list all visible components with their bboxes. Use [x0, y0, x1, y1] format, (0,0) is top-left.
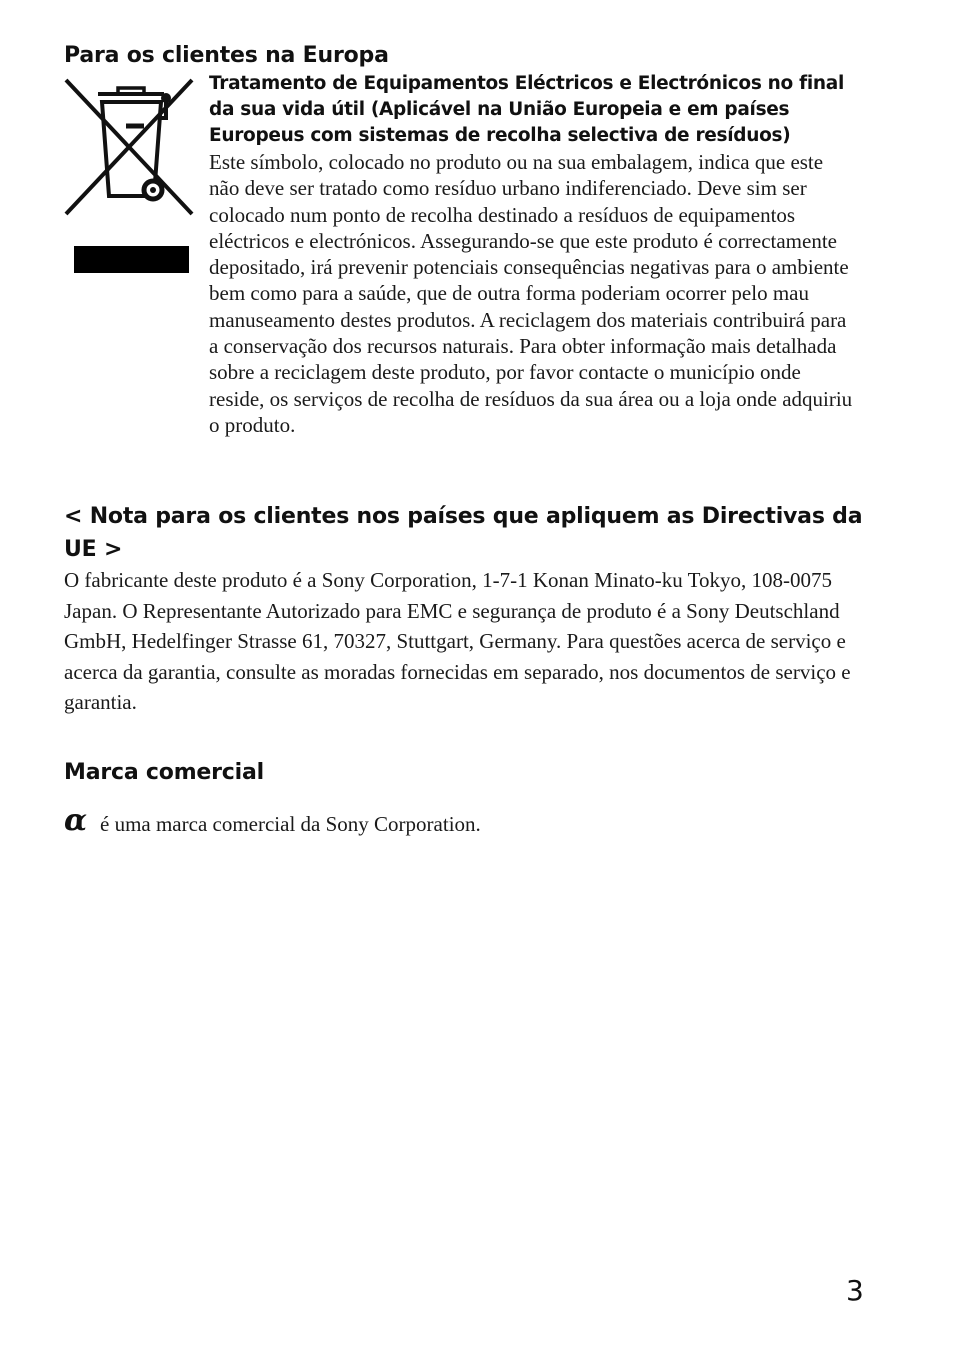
trademark-line	[64, 805, 864, 841]
section-title-eu-note: < Nota para os clientes nos países que apliquem as Directivas da UE >	[64, 504, 863, 562]
page-number: 3	[846, 1274, 864, 1307]
alpha-logo-icon: α	[64, 803, 88, 838]
section-subtitle-weee: Tratamento de Equipamentos Eléctricos e Electrónicos no final da sua vida útil (Aplicável na União Europeia e em países Europeus com sistemas de recolha selectiva de resíduos)	[209, 73, 844, 146]
crossed-out-wheelie-bin-icon	[62, 74, 196, 278]
section-title-europe: Para os clientes na Europa	[64, 43, 389, 68]
trademark-text: é uma marca comercial da Sony Corporation.	[100, 812, 481, 836]
section-title-trademark: Marca comercial	[64, 760, 264, 785]
section-body-europe: Este símbolo, colocado no produto ou na sua embalagem, indica que este não deve ser tratado como resíduo urbano indiferenciado. Deve sim ser colocado num ponto de recolha destinado a resíduos de equipamentos eléctricos e electrónicos. Assegurando-se que este produto é correctamente depositado, irá prevenir potenciais consequências negativas para o ambiente bem como para a saúde, que de outra forma poderiam ocorrer pelo mau manuseamento destes produtos. A reciclagem dos materiais contribuirá para a conservação dos recursos naturais. Para obter informação mais detalhada sobre a reciclagem deste produto, por favor contacte o município onde reside, os serviços de recolha de resíduos da sua área ou a loja onde adquiriu o produto.	[209, 150, 853, 437]
section-body-eu-note: O fabricante deste produto é a Sony Corporation, 1-7-1 Konan Minato-ku Tokyo, 108-0075 Japan. O Representante Autorizado para EMC e segurança de produto é a Sony Deutschland GmbH, Hedelfinger Strasse 61, 70327, Stuttgart, Germany. Para questões acerca de serviço e acerca da garantia, consulte as moradas fornecidas em separado, nos documentos de serviço e garantia.	[64, 568, 851, 714]
